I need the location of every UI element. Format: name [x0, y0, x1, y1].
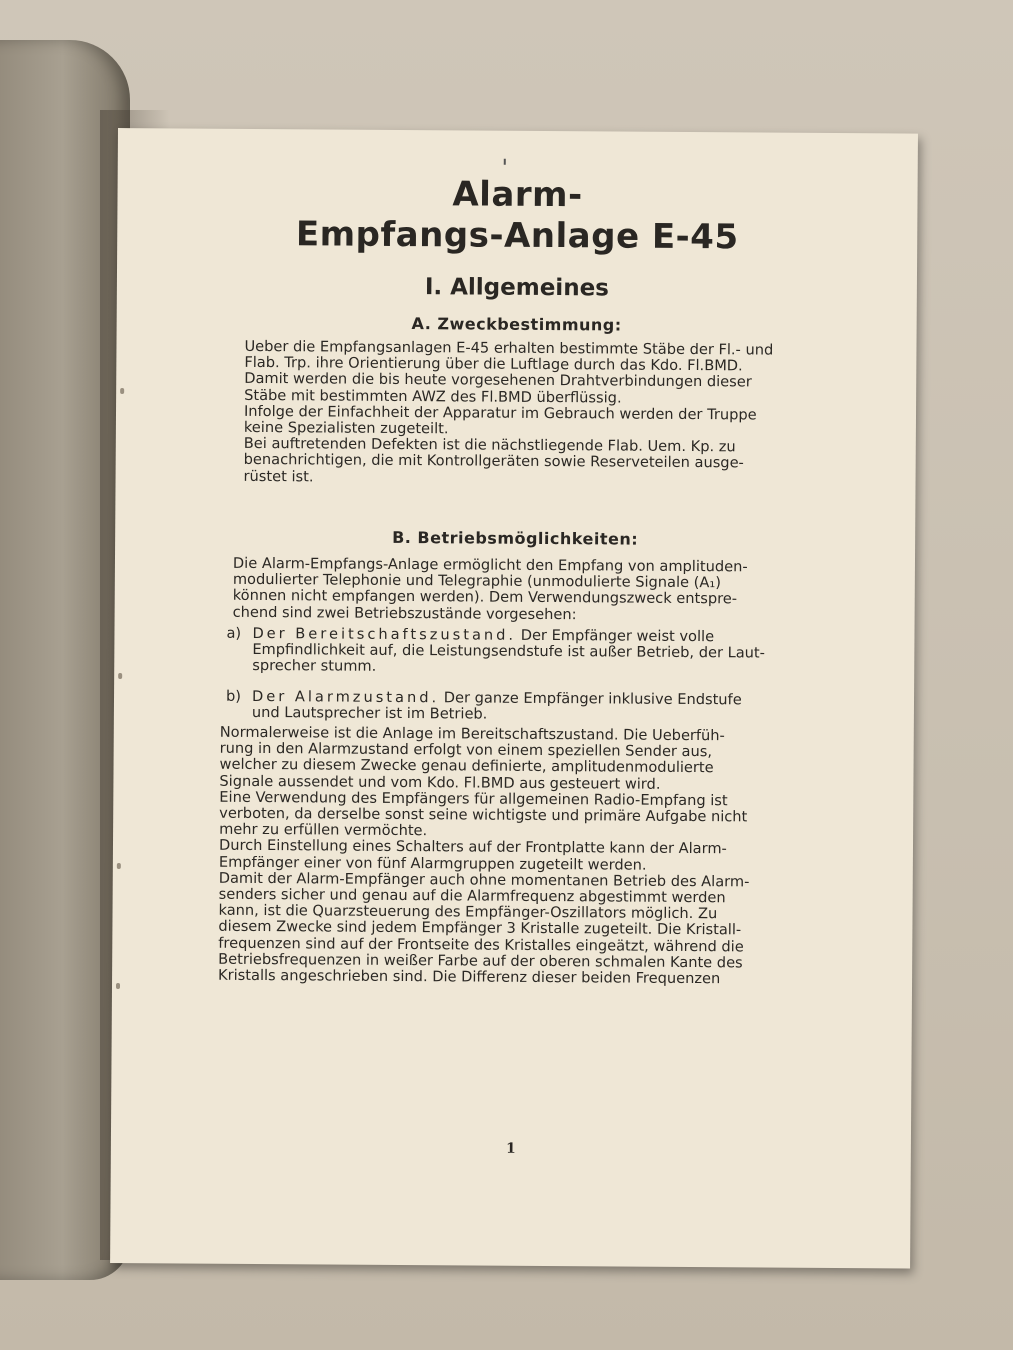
- document-title: [117, 172, 918, 260]
- text-line: keine Spezialisten zugeteilt.: [243, 418, 449, 438]
- text-line: diesem Zwecke sind jedem Empfänger 3 Kristalle zugeteilt. Die Kristall-: [218, 918, 742, 939]
- text-line: Eine Verwendung des Empfängers für allgemeinen Radio-Empfang ist: [219, 788, 728, 810]
- page-number: 1: [505, 1140, 516, 1157]
- text-line: Der Empfänger weist volle: [516, 626, 715, 646]
- text-line: chend sind zwei Betriebszustände vorgesehen:: [232, 603, 577, 623]
- section-heading: I. Allgemeines: [424, 274, 609, 302]
- text-line: Stäbe mit bestimmten AWZ des Fl.BMD überflüssig.: [244, 386, 622, 407]
- text-line: Signale aussendet und vom Kdo. Fl.BMD aus gesteuert wird.: [219, 772, 661, 793]
- text-line: Normalerweise ist die Anlage im Bereitschaftszustand. Die Ueberfüh-: [219, 723, 725, 745]
- binding-stitch: [117, 863, 121, 869]
- text-line: rung in den Alarmzustand erfolgt von einem speziellen Sender aus,: [219, 739, 713, 761]
- text-line: Bei auftretenden Defekten ist die nächstliegende Flab. Uem. Kp. zu: [243, 435, 736, 456]
- text-line: Damit der Alarm-Empfänger auch ohne momentanen Betrieb des Alarm-: [218, 869, 750, 891]
- text-line: Empfindlichkeit auf, die Leistungsendstufe ist außer Betrieb, der Laut-: [252, 641, 765, 662]
- binding-stitch: [118, 673, 122, 679]
- text-line: Durch Einstellung eines Schalters auf der Frontplatte kann der Alarm-: [218, 837, 727, 858]
- text-line: Die Alarm-Empfangs-Anlage ermöglicht den Empfang von amplituden-: [232, 554, 748, 576]
- text-line: benachrichtigen, die mit Kontrollgeräten sowie Reserveteilen ausge-: [243, 451, 744, 472]
- list-marker: a): [226, 624, 242, 642]
- text-line: kann, ist die Quarzsteuerung des Empfänger-Oszillators möglich. Zu: [218, 901, 718, 923]
- document-page: [110, 128, 918, 1269]
- text-line: Empfänger einer von fünf Alarmgruppen zugeteilt werden.: [218, 853, 647, 874]
- text-line: Damit werden die bis heute vorgesehenen Drahtverbindungen dieser: [244, 370, 752, 391]
- text-line: und Lautsprecher ist im Betrieb.: [251, 704, 488, 723]
- subsection-b-body: [218, 725, 820, 988]
- text-line: können nicht empfangen werden). Dem Verwendungszweck entspre-: [232, 587, 738, 608]
- title-line-1: Alarm-: [452, 174, 583, 216]
- text-line: welcher zu diesem Zwecke genau definierte, amplitudenmodulierte: [219, 756, 714, 777]
- text-line: Ueber die Empfangsanlagen E-45 erhalten bestimmte Stäbe der Fl.- und: [244, 337, 774, 359]
- text-line: rüstet ist.: [243, 467, 314, 485]
- list-item-b: [226, 689, 820, 726]
- text-line: frequenzen sind auf der Frontseite des Kristalles eingeätzt, während die: [218, 934, 744, 956]
- term-label: Der Bereitschaftszustand.: [252, 624, 517, 644]
- print-mark: [504, 159, 506, 165]
- subsection-b-intro: [233, 556, 819, 625]
- text-line: senders sicher und genau auf die Alarmfrequenz abgestimmt werden: [218, 885, 726, 907]
- text-line: Flab. Trp. ihre Orientierung über die Luftlage durch das Kdo. Fl.BMD.: [244, 354, 743, 375]
- subsection-a-heading: A. Zweckbestimmung:: [411, 314, 622, 335]
- subsection-a-text: [244, 339, 821, 489]
- list-marker: b): [225, 687, 242, 705]
- text-line: sprecher stumm.: [252, 657, 377, 676]
- text-line: Der ganze Empfänger inklusive Endstufe: [439, 689, 742, 709]
- text-line: mehr zu erfüllen vermöchte.: [219, 820, 428, 840]
- subsection-b-heading: B. Betriebsmöglichkeiten:: [392, 527, 639, 549]
- text-line: Kristalls angeschrieben sind. Die Differenz dieser beiden Frequenzen: [218, 966, 721, 988]
- list-item-a: [226, 626, 820, 679]
- text-line: Infolge der Einfachheit der Apparatur im Gebrauch werden der Truppe: [243, 402, 757, 424]
- binding-stitch: [120, 388, 124, 394]
- text-line: Betriebsfrequenzen in weißer Farbe auf der oberen schmalen Kante des: [218, 950, 743, 972]
- binding-stitch: [116, 983, 120, 989]
- title-line-2: Empfangs-Anlage E-45: [295, 214, 739, 258]
- text-line: modulierter Telephonie und Telegraphie (unmodulierte Signale (A₁): [232, 571, 721, 592]
- text-line: verboten, da derselbe sonst seine wichtigste und primäre Aufgabe nicht: [219, 804, 748, 826]
- term-label: Der Alarmzustand.: [251, 687, 440, 707]
